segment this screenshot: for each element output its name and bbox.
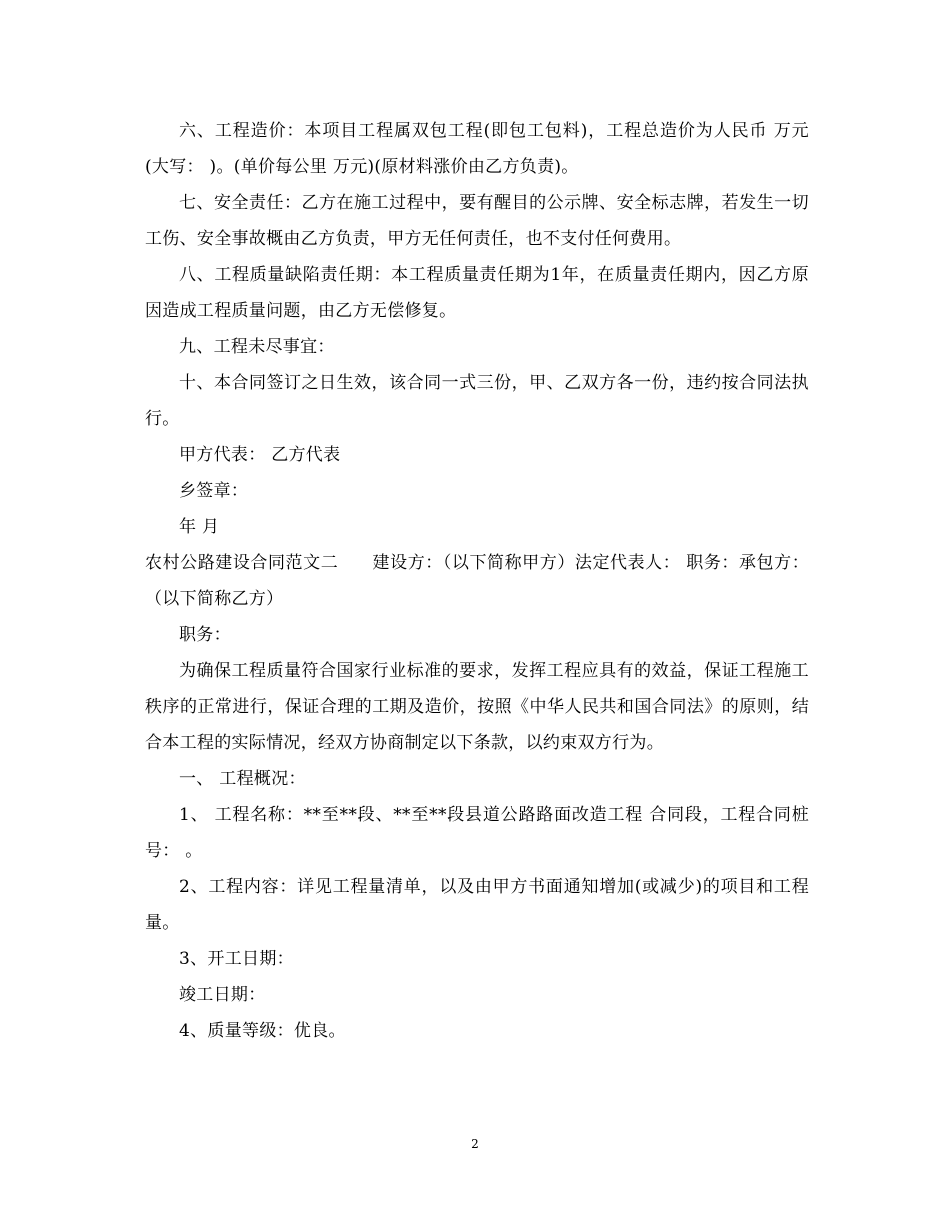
section-header-line (145, 545, 809, 617)
signature-representatives: 甲方代表： 乙方代表 (179, 445, 341, 465)
document-body (145, 113, 809, 1049)
section-1-overview: 一、 工程概况： (179, 769, 306, 789)
item-4-quality-grade: 4、质量等级：优良。 (179, 1021, 346, 1041)
clause-9-other-matters: 九、工程未尽事宜： (179, 337, 335, 357)
signature-seal: 乡签章： (179, 481, 249, 501)
item-3-start-date: 3、开工日期： (179, 949, 294, 969)
page-number: 2 (471, 1137, 479, 1151)
clause-10-effective: 十、本合同签订之日生效，该合同一式三份，甲、乙双方各一份，违约按合同法执行。 (145, 373, 809, 429)
clause-7-safety: 七、安全责任：乙方在施工过程中，要有醒目的公示牌、安全标志牌，若发生一切工伤、安全事故概由乙方负责，甲方无任何责任，也不支付任何费用。 (145, 193, 809, 249)
item-1-project-name: 1、 工程名称：**至**段、**至**段县道公路路面改造工程 合同段，工程合同桩号： 。 (145, 805, 809, 861)
item-2-project-content: 2、工程内容：详见工程量清单，以及由甲方书面通知增加(或减少)的项目和工程量。 (145, 877, 809, 933)
clause-6-cost: 六、工程造价：本项目工程属双包工程(即包工包料)，工程总造价为人民币 万元(大写： )。(单价每公里 万元)(原材料涨价由乙方负责)。 (145, 121, 809, 177)
section-intro: 建设方：（以下简称甲方）法定代表人： 职务：承包方：（以下简称乙方） (145, 553, 809, 609)
contract-preamble: 为确保工程质量符合国家行业标准的要求，发挥工程应具有的效益，保证工程施工秩序的正常进行，保证合理的工期及造价，按照《中华人民共和国合同法》的原则，结合本工程的实际情况，经双方协商制定以下条款，以约束双方行为。 (145, 661, 809, 753)
party-b-position: 职务： (179, 625, 231, 645)
completion-date: 竣工日期： (179, 985, 266, 1005)
clause-8-defect-liability: 八、工程质量缺陷责任期：本工程质量责任期为1年，在质量责任期内，因乙方原因造成工程质量问题，由乙方无偿修复。 (145, 265, 809, 321)
section-title: 农村公路建设合同范文二 (145, 553, 339, 573)
signature-date: 年 月 (179, 517, 220, 537)
